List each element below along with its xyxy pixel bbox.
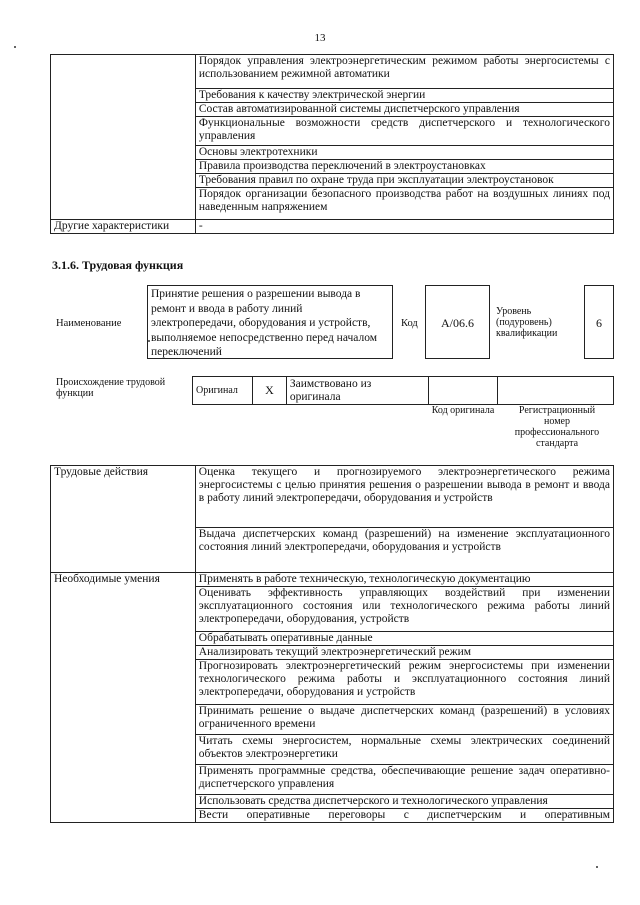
other-characteristics-label: Другие характеристики: [51, 220, 196, 234]
skill-item: Применять программные средства, обеспечивающие решение задач оперативно-диспетчерского управления: [195, 765, 613, 795]
skill-item: Прогнозировать электроэнергетический режим энергосистемы при изменении технологического режима работы и эксплуатационного состояния линий электропередачи, оборудования и устройств: [195, 660, 613, 705]
origin-table: [192, 376, 614, 405]
labor-actions-label: Трудовые действия: [51, 466, 196, 573]
section-title: 3.1.6. Трудовая функция: [52, 258, 184, 272]
original-label: Оригинал: [193, 377, 253, 405]
skill-item: Применять в работе техническую, технологическую документацию: [195, 573, 613, 587]
knowledge-continuation-table: [50, 54, 614, 234]
knowledge-row: Правила производства переключений в электроустановках: [195, 160, 613, 174]
knowledge-row: Состав автоматизированной системы диспетчерского управления: [195, 103, 613, 117]
name-label: Наименование: [56, 318, 122, 329]
reg-number-cell: [498, 377, 614, 405]
skill-item: Принимать решение о выдаче диспетчерских команд (разрешений) в условиях ограниченного времени: [195, 705, 613, 735]
knowledge-label-cell: [51, 55, 196, 220]
reg-number-caption: Регистрационный номер профессионального стандарта: [514, 405, 600, 449]
function-name-box: Принятие решения о разрешении вывода в ремонт и ввода в работу линий электропередачи, оборудования и устройств, выполняемое непосредственно перед началом переключений: [147, 285, 393, 359]
code-original-caption: Код оригинала: [431, 405, 495, 416]
skill-item: Использовать средства диспетчерского и технологического управления: [195, 795, 613, 809]
scan-speck: [596, 866, 598, 868]
other-characteristics-value: -: [195, 220, 613, 234]
qualification-level-box: 6: [584, 285, 614, 359]
labor-action-item: Оценка текущего и прогнозируемого электроэнергетического режима энергосистемы с целью принятия решения о разрешении вывода в ремонт и ввода в работу линий электропередачи, оборудования и устройств: [195, 466, 613, 528]
skill-item: Вести оперативные переговоры с диспетчерским и оперативным: [195, 809, 613, 823]
knowledge-row: Требования к качеству электрической энергии: [195, 89, 613, 103]
knowledge-row: Основы электротехники: [195, 146, 613, 160]
page-number: 13: [314, 32, 326, 44]
original-code-cell: [428, 377, 498, 405]
function-details-table: [50, 465, 614, 823]
knowledge-row: Порядок управления электроэнергетическим режимом работы энергосистемы с использованием режимной автоматики: [195, 55, 613, 89]
scan-speck: [14, 46, 16, 48]
origin-label: Происхождение трудовой функции: [56, 377, 166, 399]
knowledge-row: Требования правил по охране труда при эксплуатации электроустановок: [195, 174, 613, 188]
skill-item: Оценивать эффективность управляющих воздействий при изменении эксплуатационного состояния или технологического режима работы линий электропередачи, оборудования, устройств: [195, 587, 613, 632]
original-mark: X: [252, 377, 286, 405]
knowledge-row: Порядок организации безопасного производства работ на воздушных линиях под наведенным напряжением: [195, 188, 613, 220]
knowledge-row: Функциональные возможности средств диспетчерского и технологического управления: [195, 117, 613, 146]
skill-item: Анализировать текущий электроэнергетический режим: [195, 646, 613, 660]
level-label: Уровень (подуровень) квалификации: [496, 306, 558, 339]
code-label: Код: [401, 318, 418, 329]
function-code-box: A/06.6: [425, 285, 490, 359]
labor-action-item: Выдача диспетчерских команд (разрешений) на изменение эксплуатационного состояния линий электропередачи, оборудования и устройств: [195, 528, 613, 573]
skill-item: Читать схемы энергосистем, нормальные схемы электрических соединений объектов электроэнергетики: [195, 735, 613, 765]
skill-item: Обрабатывать оперативные данные: [195, 632, 613, 646]
borrowed-label: Заимствовано из оригинала: [286, 377, 428, 405]
skills-label: Необходимые умения: [51, 573, 196, 823]
